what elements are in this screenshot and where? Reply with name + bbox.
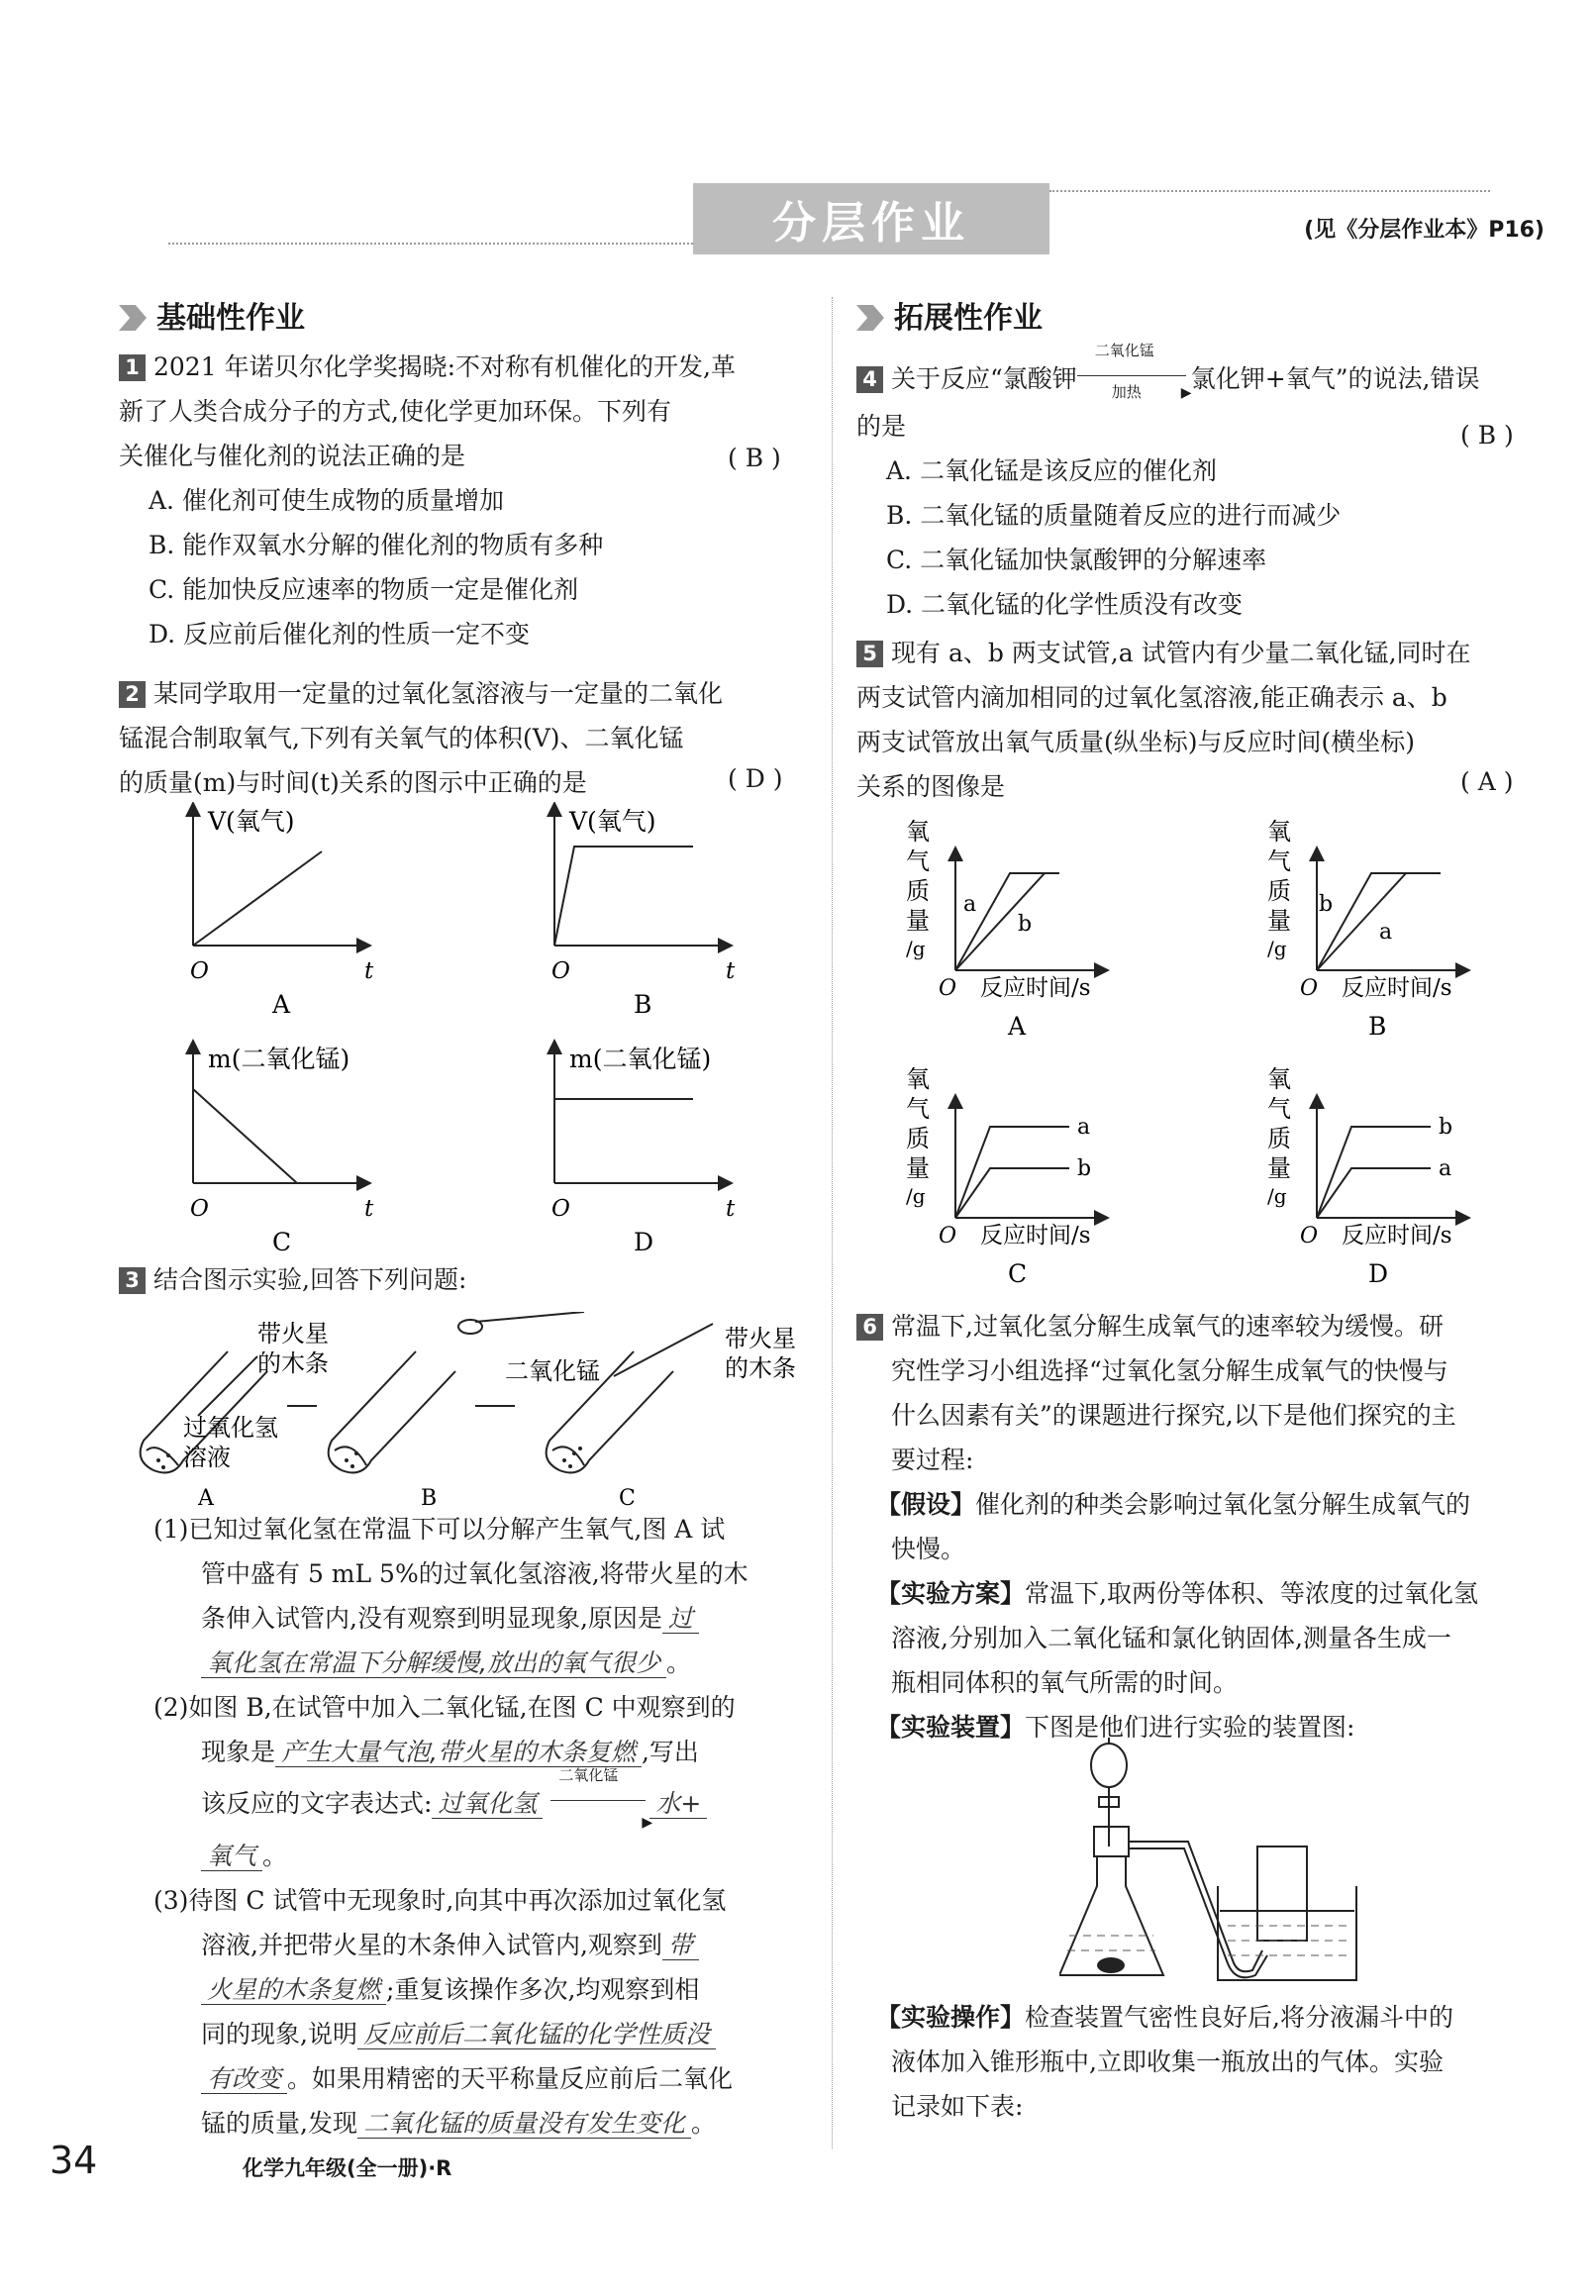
question-number: 2 — [119, 681, 146, 708]
handwritten-answer: 氧化氢在常温下分解缓慢,放出的氧气很少 — [201, 1648, 666, 1678]
apparatus-figure — [1059, 1738, 1485, 1995]
graph-5a-label: A — [1008, 1012, 1027, 1041]
svg-text:O: O — [1300, 1224, 1319, 1248]
svg-text:t: t — [364, 958, 374, 984]
reaction-arrow: 二氧化锰 ▶ 加热 — [1077, 367, 1191, 387]
option-d: D. 反应前后催化剂的性质一定不变 — [149, 620, 531, 649]
answer-q1: ( B ) — [728, 444, 781, 472]
svg-text:反应时间/s: 反应时间/s — [980, 1223, 1091, 1248]
question-2: 2 某同学取用一定量的过氧化氢溶液与一定量的二氧化 锰混合制取氧气,下列有关氧气的体积(V)、二氧化锰 的质量(m)与时间(t)关系的图示中正确的是 — [119, 679, 724, 797]
graph-d-label: D — [634, 1228, 654, 1256]
graph-c-label: C — [272, 1228, 292, 1256]
question-6-operation: 【实验操作】检查装置气密性良好后,将分液漏斗中的 液体加入锥形瓶中,立即收集一瓶放出的气体。实验 记录如下表: — [876, 2003, 1453, 2121]
question-number: 5 — [856, 641, 883, 667]
svg-text:带火星: 带火星 — [257, 1320, 329, 1348]
option-a: A. 催化剂可使生成物的质量增加 — [149, 486, 504, 515]
q5-graphs — [901, 812, 1525, 1307]
graph-d-ylabel: m(二氧化锰) — [569, 1045, 712, 1073]
handwritten-answer: 水+ — [649, 1789, 707, 1819]
question-3-parts: (1)已知过氧化氢在常温下可以分解产生氧气,图 A 试 管中盛有 5 mL 5%的过氧化氢溶液,将带火星的木 条伸入试管内,没有观察到明显现象,原因是 过 氧化氢在常温下分解缓慢,放出的氧气很少 。 (2)如图 B,在试管中加入二氧化锰,在图 C 中观察到的 现象是 产生大量气泡,带火星的木条复燃 ,写出 该反应的文字表达式: 过氧化氢 二氧化锰 ▶ 水+ 氧气 。 (3)待图 C 试管中无现象时,向其中再次添加过氧化氢 溶液,并把带火星的木条伸入试管内,观察到 带 火星的木条复燃 ;重复该操作多次,均观察到相 同的现象,说明 反应前后二氧化锰的化学性质没 有改变 。如果用精密的天平称量反应前后二氧化 锰的质量,发现 二氧化锰的质量没有发生变化 。 — [153, 1515, 748, 2138]
graph-c — [190, 1045, 374, 1256]
question-3: 3 结合图示实验,回答下列问题: — [119, 1257, 812, 1302]
header-title: 分层作业 — [693, 183, 1049, 254]
section-arrow-icon — [856, 305, 884, 331]
answer-q2: ( D ) — [728, 764, 783, 793]
svg-text:O: O — [551, 1196, 570, 1222]
handwritten-answer: 过氧化氢 — [432, 1789, 543, 1819]
graph-c-line — [193, 1089, 297, 1183]
graph-a-line — [193, 851, 322, 946]
option-c: C. 二氧化锰加快氯酸钾的分解速率 — [886, 546, 1267, 574]
svg-text:/g: /g — [906, 1184, 926, 1208]
graph-5d — [1267, 1065, 1465, 1288]
page-number: 34 — [50, 2139, 98, 2182]
answer-q5: ( A ) — [1460, 767, 1514, 796]
svg-text:二氧化锰: 二氧化锰 — [505, 1357, 600, 1385]
svg-text:t: t — [726, 958, 736, 984]
option-b: B. 二氧化锰的质量随着反应的进行而减少 — [886, 501, 1342, 530]
header-rule-left — [168, 243, 693, 245]
svg-text:氧: 氧 — [906, 1065, 930, 1093]
svg-text:O: O — [939, 1224, 957, 1248]
graph-5a — [906, 818, 1104, 1041]
header-rule-right — [1049, 190, 1490, 192]
graph-a-label: A — [272, 990, 291, 1019]
svg-text:量: 量 — [1267, 1154, 1291, 1182]
svg-text:的木条: 的木条 — [725, 1354, 796, 1382]
q2-graphs — [168, 802, 762, 1267]
svg-text:b: b — [1319, 892, 1334, 917]
question-number: 1 — [119, 354, 146, 381]
svg-text:量: 量 — [1267, 907, 1291, 935]
svg-text:氧: 氧 — [1267, 1065, 1291, 1093]
question-number: 3 — [119, 1267, 146, 1294]
answer-q4: ( B ) — [1460, 421, 1514, 449]
graph-b-line — [554, 847, 693, 946]
handwritten-answer: 火星的木条复燃 — [201, 1975, 386, 2005]
svg-text:A: A — [198, 1486, 214, 1510]
graph-5b — [1267, 818, 1465, 1041]
question-4: 4 关于反应“氯酸钾 二氧化锰 ▶ 加热 氯化钾+氧气”的说法,错误 的是 A. 二氧化锰是该反应的催化剂 B. 二氧化锰的质量随着反应的进行而减少 C. 二氧化锰加快氯酸钾的分解速率 D. 二氧化锰的化学性质没有改变 — [856, 354, 1549, 627]
option-b: B. 能作双氧水分解的催化剂的物质有多种 — [149, 531, 604, 559]
svg-text:氧: 氧 — [906, 818, 930, 846]
svg-text:b: b — [1018, 912, 1033, 937]
svg-text:反应时间/s: 反应时间/s — [980, 975, 1091, 1001]
svg-text:C: C — [619, 1486, 636, 1510]
svg-text:质: 质 — [1267, 1125, 1291, 1152]
svg-text:反应时间/s: 反应时间/s — [1342, 1223, 1452, 1248]
handwritten-answer: 过 — [662, 1604, 699, 1634]
section-arrow-icon — [119, 305, 147, 331]
section-basic: 基础性作业 — [119, 293, 305, 337]
graph-5d-label: D — [1368, 1259, 1389, 1288]
handwritten-answer: 反应前后二氧化锰的化学性质没 — [357, 2020, 716, 2049]
section-extended: 拓展性作业 — [856, 293, 1043, 337]
svg-text:t: t — [726, 1196, 736, 1222]
handwritten-answer: 带 — [662, 1931, 699, 1960]
svg-text:t: t — [364, 1196, 374, 1222]
svg-text:氧: 氧 — [1267, 818, 1291, 846]
question-5: 5 现有 a、b 两支试管,a 试管内有少量二氧化锰,同时在 两支试管内滴加相同的过氧化氢溶液,能正确表示 a、b 两支试管放出氧气质量(纵坐标)与反应时间(横坐标) 关系的图像是 — [856, 639, 1471, 801]
svg-text:O: O — [190, 1196, 209, 1222]
graph-b-ylabel: V(氧气) — [569, 807, 656, 836]
svg-text:O: O — [190, 958, 209, 984]
handwritten-answer: 产生大量气泡,带火星的木条复燃 — [275, 1738, 642, 1767]
question-6: 6 常温下,过氧化氢分解生成氧气的速率较为缓慢。研 究性学习小组选择“过氧化氢分解生成氧气的快慢与 什么因素有关”的课题进行探究,以下是他们探究的主 要过程: 【假设】催化剂的种类会影响过氧化氢分解生成氧气的 快慢。 【实验方案】常温下,取两份等体积、等浓度的过氧化氢 溶液,分别加入二氧化锰和氯化钠固体,测量各生成一 瓶相同体积的氧气所需的时间。 【实验装置】下图是他们进行实验的装置图: — [856, 1304, 1549, 1749]
question-number: 4 — [856, 366, 883, 393]
svg-text:b: b — [1439, 1115, 1453, 1140]
handwritten-answer: 二氧化锰的质量没有发生变化 — [357, 2109, 691, 2139]
svg-text:反应时间/s: 反应时间/s — [1342, 975, 1452, 1001]
question-1: 1 2021 年诺贝尔化学奖揭晓:不对称有机催化的开发,革 新了人类合成分子的方式,使化学更加环保。下列有 关催化与催化剂的说法正确的是 A. 催化剂可使生成物的质量增加 B. 能作双氧水分解的催化剂的物质有多种 C. 能加快反应速率的物质一定是催化剂 D. 反应前后催化剂的性质一定不变 — [119, 345, 812, 656]
svg-text:的木条: 的木条 — [257, 1349, 329, 1377]
graph-c-ylabel: m(二氧化锰) — [208, 1045, 350, 1073]
svg-text:气: 气 — [906, 1095, 930, 1123]
svg-text:量: 量 — [906, 907, 930, 935]
book-title: 化学九年级(全一册)·R — [243, 2156, 452, 2180]
svg-text:/g: /g — [1267, 937, 1287, 960]
svg-text:带火星: 带火星 — [725, 1325, 796, 1352]
graph-5c — [906, 1065, 1104, 1288]
option-c: C. 能加快反应速率的物质一定是催化剂 — [149, 575, 579, 604]
svg-text:O: O — [1300, 976, 1319, 1001]
svg-text:气: 气 — [1267, 848, 1291, 875]
svg-text:a: a — [1077, 1115, 1091, 1140]
graph-5b-label: B — [1368, 1012, 1387, 1041]
graph-a-ylabel: V(氧气) — [208, 807, 295, 836]
svg-text:/g: /g — [906, 937, 926, 960]
graph-b-label: B — [634, 990, 652, 1019]
handwritten-answer: 氧气 — [201, 1842, 262, 1871]
svg-text:a: a — [1439, 1156, 1452, 1181]
svg-text:b: b — [1077, 1156, 1092, 1181]
graph-b — [551, 807, 736, 1019]
column-divider — [832, 297, 833, 2148]
svg-text:气: 气 — [1267, 1095, 1291, 1123]
option-d: D. 二氧化锰的化学性质没有改变 — [886, 590, 1244, 619]
graph-d — [551, 1045, 736, 1256]
svg-text:B: B — [421, 1486, 438, 1510]
svg-text:质: 质 — [906, 1125, 930, 1152]
graph-5c-label: C — [1008, 1259, 1028, 1288]
question-number: 6 — [856, 1314, 883, 1341]
reaction-arrow: 二氧化锰 ▶ — [550, 1792, 649, 1812]
header-reference: (见《分层作业本》P16) — [1304, 218, 1545, 243]
handwritten-answer: 有改变 — [201, 2064, 287, 2094]
svg-text:量: 量 — [906, 1154, 930, 1182]
svg-text:质: 质 — [1267, 877, 1291, 905]
svg-text:a: a — [1379, 920, 1393, 945]
svg-text:O: O — [939, 976, 957, 1001]
svg-text:a: a — [963, 892, 977, 917]
svg-text:气: 气 — [906, 848, 930, 875]
q3-experiment-figure — [119, 1312, 832, 1510]
svg-text:溶液: 溶液 — [183, 1444, 231, 1471]
option-a: A. 二氧化锰是该反应的催化剂 — [886, 456, 1217, 485]
svg-text:过氧化氢: 过氧化氢 — [183, 1414, 278, 1442]
svg-text:O: O — [551, 958, 570, 984]
svg-text:/g: /g — [1267, 1184, 1287, 1208]
graph-a — [190, 807, 374, 1019]
svg-text:质: 质 — [906, 877, 930, 905]
